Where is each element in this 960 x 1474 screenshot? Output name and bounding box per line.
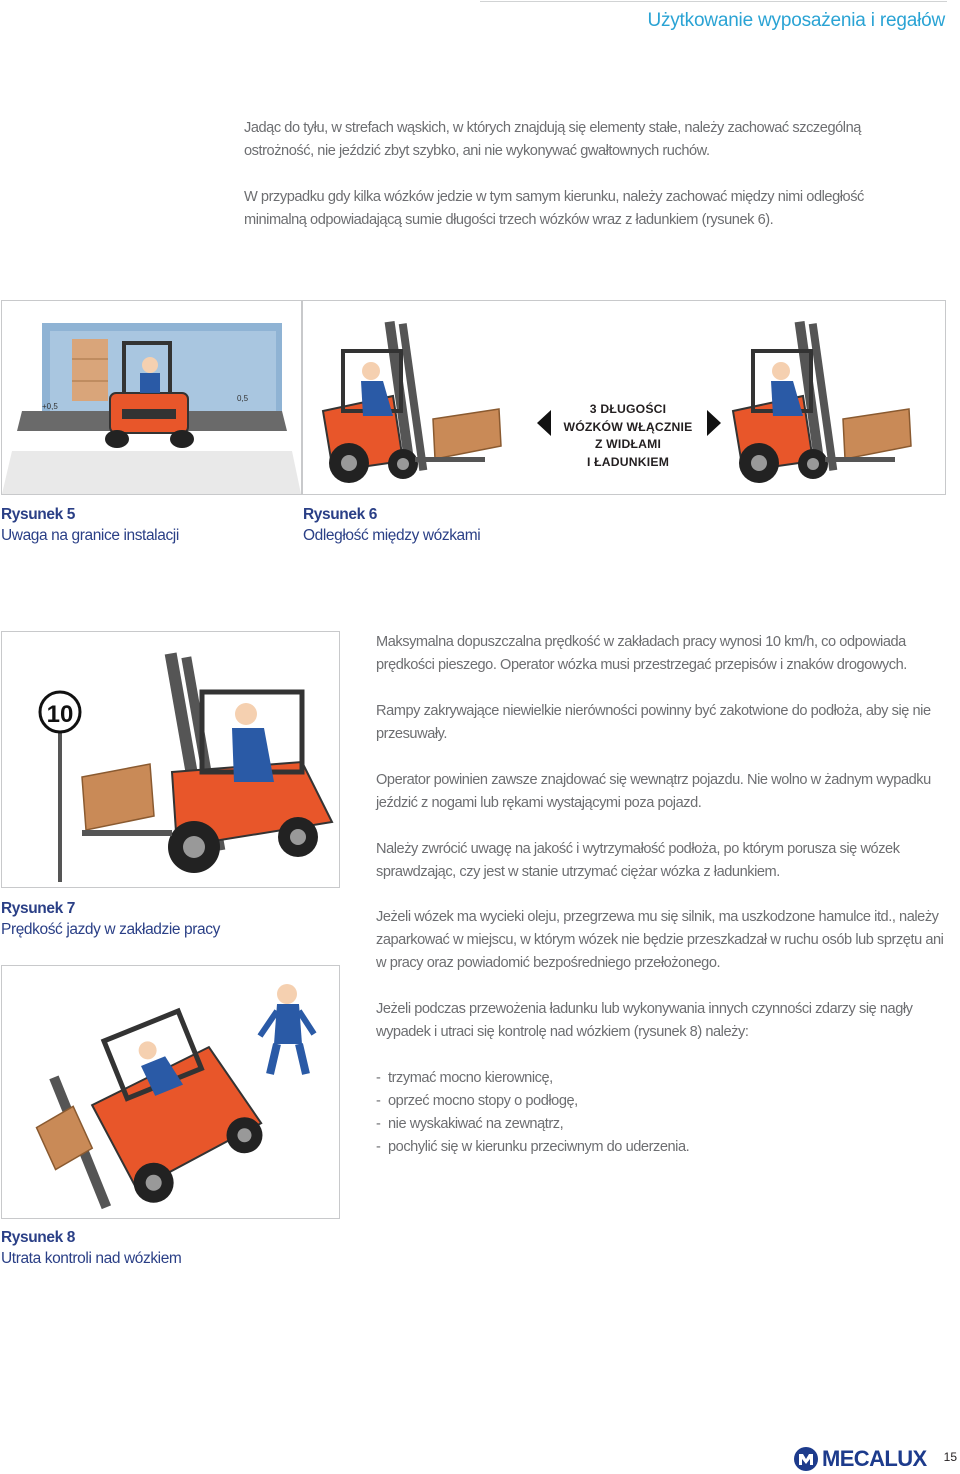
figure-7-illustration bbox=[1, 631, 340, 888]
body-paragraph-1: Maksymalna dopuszczalna prędkość w zakładach pracy wynosi 10 km/h, co odpowiada prędkości pieszego. Operator wózka musi przestrzegać przepisów i znaków drogowych. bbox=[376, 634, 907, 673]
body-paragraph-3: Operator powinien zawsze znajdować się wewnątrz pojazdu. Nie wolno w żadnym wypadku jeździć z nogami lub rękami wystającymi poza pojazd. bbox=[376, 772, 931, 811]
figure-8-illustration bbox=[1, 965, 340, 1219]
figure-7-number: Rysunek 7 bbox=[1, 900, 75, 917]
section-title: Użytkowanie wyposażenia i regałów bbox=[647, 10, 945, 31]
svg-text:+0,5: +0,5 bbox=[42, 402, 58, 411]
header-rule bbox=[480, 1, 947, 2]
forklift-speed-icon bbox=[82, 652, 332, 873]
svg-text:0,5: 0,5 bbox=[237, 394, 249, 403]
figure-5-number: Rysunek 5 bbox=[1, 506, 75, 523]
figure-6-title: Odległość między wózkami bbox=[303, 527, 481, 544]
intro-paragraph-1: Jadąc do tyłu, w strefach wąskich, w których znajdują się elementy stałe, należy zachować szczególną ostrożność, nie jeździć zbyt szybko, ani nie wykonywać gwałtownych ruchów. bbox=[244, 120, 861, 159]
tipping-forklift-icon bbox=[16, 998, 274, 1218]
figure-8-number: Rysunek 8 bbox=[1, 1229, 75, 1246]
forklift-left-icon bbox=[323, 321, 501, 483]
body-paragraph-4: Należy zwrócić uwagę na jakość i wytrzymałość podłoża, po którym porusza się wózek sprawdzając, czy jest w stanie utrzymać ciężar wózka z ładunkiem. bbox=[376, 841, 900, 880]
figure-6-number: Rysunek 6 bbox=[303, 506, 377, 523]
figure-5-title: Uwaga na granice instalacji bbox=[1, 527, 179, 544]
body-paragraph-6: Jeżeli podczas przewożenia ładunku lub wykonywania innych czynności zdarzy się nagły wypadek i utraci się kontrolę nad wózkiem (rysunek 8) należy: bbox=[376, 1001, 913, 1040]
brand-name: MECALUX bbox=[822, 1446, 927, 1471]
figure-6-illustration bbox=[302, 300, 946, 495]
intro-paragraph-2: W przypadku gdy kilka wózków jedzie w tym samym kierunku, należy zachować między nimi odległość minimalną odpowiadającą sumie długości trzech wózków wraz z ładunkiem (rysunek 6). bbox=[244, 189, 864, 228]
list-item: - oprzeć mocno stopy o podłogę, bbox=[376, 1093, 578, 1109]
figure-8-caption bbox=[1, 1227, 181, 1269]
figure-5-caption bbox=[1, 504, 179, 546]
body-paragraph-5: Jeżeli wózek ma wycieki oleju, przegrzewa mu się silnik, ma uszkodzone hamulce itd., należy zaparkować w miejscu, w którym wózek nie będzie przeszkadzał w ruchu osób lub sprzętu ani w pracy oraz powiadomić bezpośredniego przełożonego. bbox=[376, 909, 944, 971]
figure-6-distance-label: 3 DŁUGOŚCI WÓZKÓW WŁĄCZNIE Z WIDŁAMI I ŁADUNKIEM bbox=[563, 402, 693, 469]
figure-6-caption bbox=[303, 504, 480, 546]
emergency-steps-list bbox=[376, 1067, 689, 1159]
list-item: - trzymać mocno kierownicę, bbox=[376, 1070, 553, 1086]
mecalux-logo bbox=[793, 1444, 927, 1474]
figure-5-illustration bbox=[1, 300, 302, 495]
worker-icon bbox=[260, 984, 314, 1074]
figure-8-title: Utrata kontroli nad wózkiem bbox=[1, 1250, 182, 1267]
speed-sign-value: 10 bbox=[46, 701, 74, 728]
figure-7-caption bbox=[1, 898, 220, 940]
mecalux-mark-icon bbox=[793, 1446, 819, 1472]
figure-7-title: Prędkość jazdy w zakładzie pracy bbox=[1, 921, 220, 938]
page-number: 15 bbox=[943, 1450, 957, 1464]
list-item: - pochylić się w kierunku przeciwnym do uderzenia. bbox=[376, 1139, 690, 1155]
list-item: - nie wyskakiwać na zewnątrz, bbox=[376, 1116, 564, 1132]
body-paragraph-2: Rampy zakrywające niewielkie nierówności powinny być zakotwione do podłoża, aby się nie przesuwały. bbox=[376, 703, 931, 742]
speed-sign-icon bbox=[40, 692, 80, 882]
forklift-right-icon bbox=[733, 321, 911, 483]
